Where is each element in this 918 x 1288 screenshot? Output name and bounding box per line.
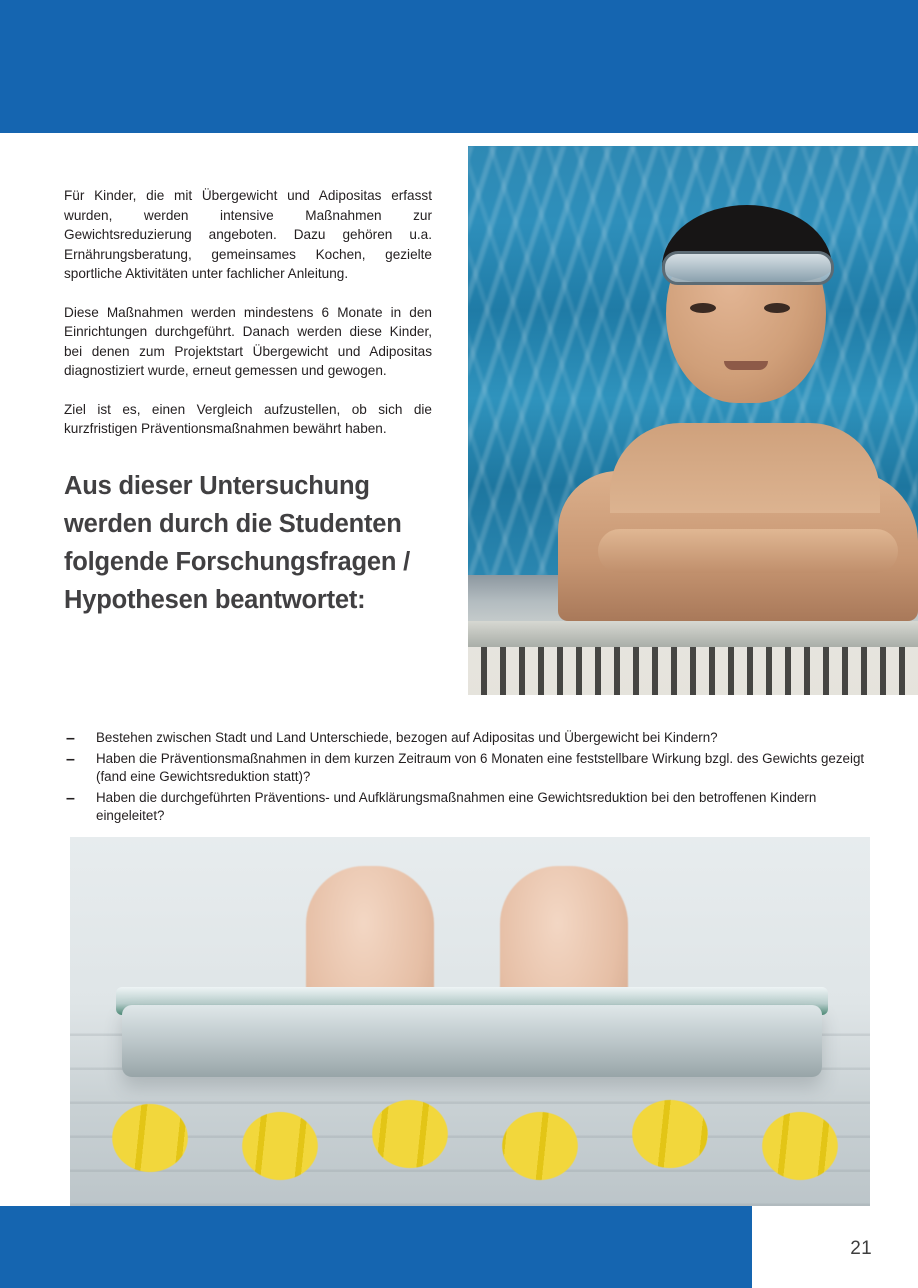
- research-questions-list: [64, 729, 870, 828]
- section-heading: Aus dieser Untersuchung werden durch die Studenten folgende Forschungsfragen / Hypothesen beantwortet:: [64, 471, 410, 614]
- scale-body: [122, 1005, 822, 1077]
- photo-feet-on-scale: [70, 837, 870, 1206]
- photo-boy-in-pool: [468, 146, 918, 695]
- bullet-dash-icon: –: [66, 730, 75, 747]
- list-item: [64, 729, 870, 748]
- list-item-text: Bestehen zwischen Stadt und Land Unterschiede, bezogen auf Adipositas und Übergewicht bei Kindern?: [96, 730, 718, 745]
- boy-eye-left: [690, 303, 716, 313]
- page-number: 21: [850, 1238, 872, 1259]
- boy-shoulders: [610, 423, 880, 513]
- boy-eye-right: [764, 303, 790, 313]
- pool-drain-grate: [468, 647, 918, 695]
- list-item-text: Haben die durchgeführten Präventions- und Aufklärungsmaßnahmen eine Gewichtsreduktion bei den betroffenen Kindern eingeleitet?: [96, 789, 817, 823]
- boy-figure: [558, 211, 918, 621]
- bottom-color-band: [0, 1206, 752, 1288]
- list-item: [64, 789, 870, 826]
- body-text-column: [64, 186, 432, 619]
- list-item-text: Haben die Präventionsmaßnahmen in dem kurzen Zeitraum von 6 Monaten eine feststellbare Wirkung bzgl. des Gewichts gezeigt (fand eine Gewichtsreduktion statt)?: [96, 750, 865, 784]
- measuring-tape: [70, 1076, 870, 1206]
- paragraph-2: Diese Maßnahmen werden mindestens 6 Monate in den Einrichtungen durchgeführt. Danach werden diese Kinder, bei denen zum Projektstart Übergewicht und Adipositas diagnostiziert wurde, erneut gemessen und gewogen.: [64, 304, 432, 378]
- paragraph-1: Für Kinder, die mit Übergewicht und Adipositas erfasst wurden, werden intensive Maßnahmen zur Gewichtsreduzierung angeboten. Dazu gehören u.a. Ernährungsberatung, gemeinsames Kochen, gezielte sportliche Aktivitäten unter fachlicher Anleitung.: [64, 188, 432, 281]
- bullet-dash-icon: –: [66, 750, 75, 768]
- top-color-band: [0, 0, 918, 133]
- boy-folded-arm: [598, 529, 898, 573]
- boy-mouth: [724, 361, 768, 370]
- bullet-dash-icon: –: [66, 789, 75, 807]
- list-item: [64, 750, 870, 787]
- pool-edge: [468, 621, 918, 647]
- paragraph-3: Ziel ist es, einen Vergleich aufzustellen, ob sich die kurzfristigen Präventionsmaßnahmen bewährt haben.: [64, 401, 432, 436]
- swim-goggles: [662, 251, 834, 285]
